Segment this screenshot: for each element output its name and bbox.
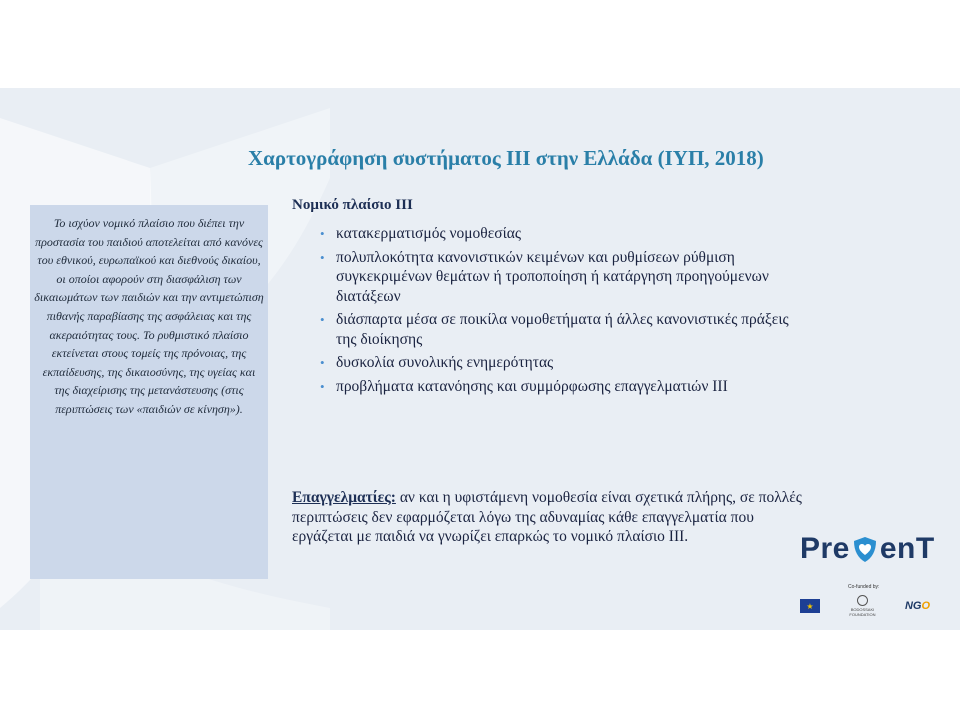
professionals-label: Επαγγελματίες: — [292, 489, 396, 506]
bullet-dot-icon: • — [320, 312, 325, 327]
bullet-list — [318, 224, 808, 400]
bodossaki-mark-icon — [857, 595, 868, 606]
partner-logos — [800, 594, 930, 618]
ngo-logo — [905, 600, 930, 612]
bodossaki-logo — [849, 595, 875, 617]
bullet-text: δυσκολία συνολικής ενημερότητας — [336, 354, 554, 371]
logo-right-text: enT — [879, 532, 935, 565]
bullet-item — [318, 377, 808, 397]
bullet-item — [318, 353, 808, 373]
ngo-left: NG — [904, 600, 922, 612]
bullet-dot-icon: • — [320, 355, 325, 370]
logo-left-text: Pre — [800, 532, 850, 565]
bullet-dot-icon: • — [320, 378, 325, 394]
bullet-text: προβλήματα κατανόησης και συμμόρφωσης επαγγελματιών ΙΙΙ — [336, 377, 728, 395]
bullet-dot-icon: • — [320, 226, 325, 241]
bullet-text: διάσπαρτα μέσα σε ποικίλα νομοθετήματα ή άλλες κανονιστικές πράξεις της διοίκησης — [336, 311, 789, 348]
bullet-text: πολυπλοκότητα κανονιστικών κειμένων και ρυθμίσεων ρύθμιση συγκεκριμένων θεμάτων ή τροποποίηση ή κατάργηση προηγούμενων διατάξεων — [336, 248, 769, 305]
bullet-item — [318, 224, 808, 244]
professionals-paragraph — [292, 488, 812, 547]
prevent-logo — [800, 532, 935, 566]
eu-flag-icon: ★ — [800, 599, 820, 613]
bullet-item — [318, 310, 808, 349]
bodossaki-line2: FOUNDATION — [849, 612, 876, 617]
heart-shield-icon — [852, 535, 878, 563]
cofunded-label: Co-funded by: — [848, 584, 880, 590]
professionals-text: αν και η υφιστάμενη νομοθεσία είναι σχετικά πλήρης, σε πολλές περιπτώσεις δεν εφαρμόζεται λόγω της αδυναμίας κάθε επαγγελματία που εργάζεται με παιδιά να γνωρίζει επαρκώς το νομικό πλαίσιο ΙΙΙ. — [292, 489, 802, 545]
legal-framework-description: Το ισχύον νομικό πλαίσιο που διέπει την προστασία του παιδιού αποτελείται από κανόνες του εθνικού, ευρωπαϊκού και διεθνούς δικαίου, οι οποίοι αφορούν στη διασφάλιση των δικαιωμάτων των παιδιών και την αντιμετώπιση πιθανής παραβίασης της ασφάλειας και της ακεραιότητας τους. Το ρυθμιστικό πλαίσιο εκτείνεται στους τομείς της πρόνοιας, της εκπαίδευσης, της δικαιοσύνης, της υγείας και της διαχείρισης της μετανάστευσης (στις περιπτώσεις των «παιδιών σε κίνηση»). — [34, 216, 264, 416]
section-heading: Νομικό πλαίσιο ΙΙΙ — [292, 197, 413, 213]
slide-title: Χαρτογράφηση συστήματος ΙΙΙ στην Ελλάδα (ΙΥΠ, 2018) — [248, 146, 764, 170]
bodossaki-line1: BODOSSAKI — [850, 607, 875, 612]
bullet-dot-icon: • — [320, 249, 325, 265]
bullet-item — [318, 248, 808, 307]
ngo-right: O — [921, 600, 930, 612]
bullet-text: κατακερματισμός νομοθεσίας — [336, 225, 521, 242]
